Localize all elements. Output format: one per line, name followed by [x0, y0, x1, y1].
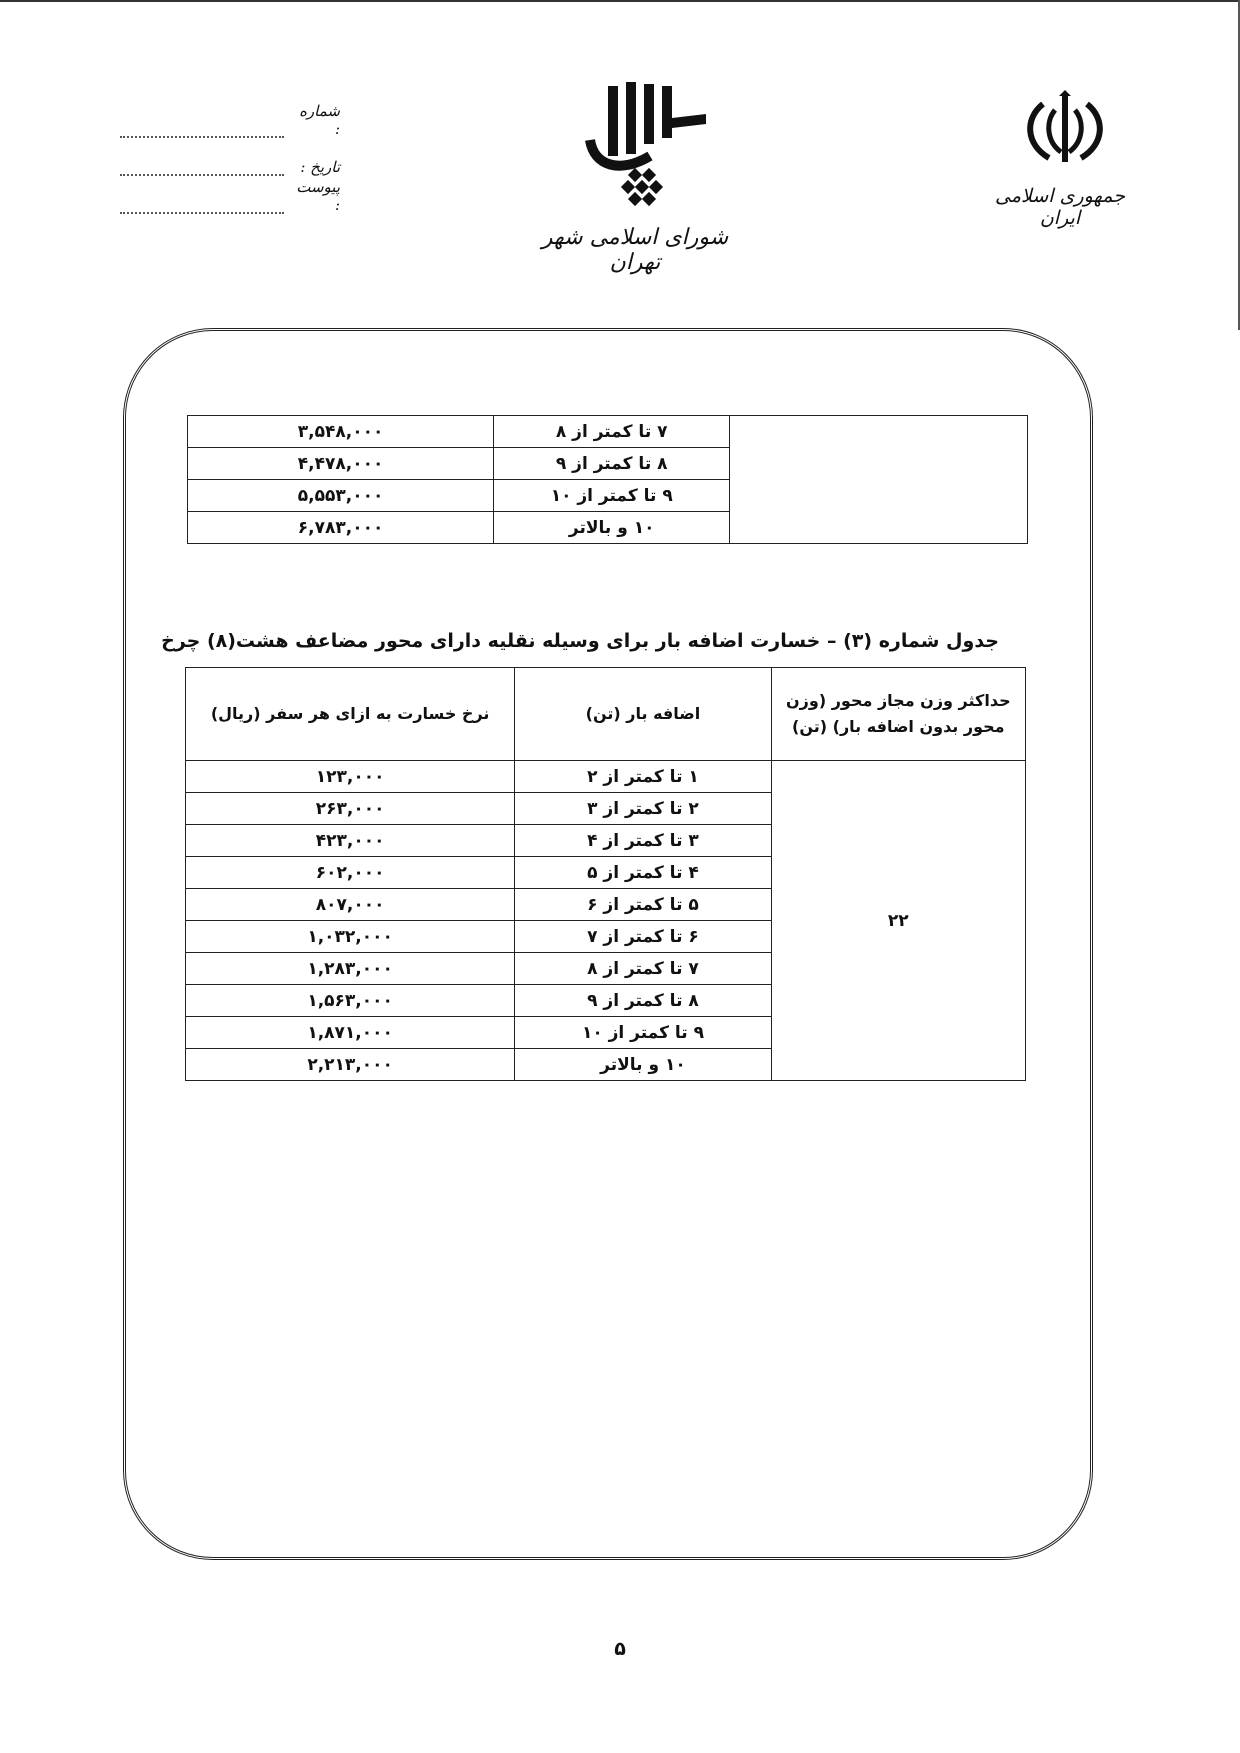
- meta-attachment-label: پیوست :: [296, 178, 340, 214]
- range-cell: ۷ تا کمتر از ۸: [515, 953, 771, 985]
- table-row: [186, 761, 1026, 793]
- table-row: [188, 416, 1028, 448]
- country-name: جمهوری اسلامی ایران: [995, 185, 1125, 229]
- range-cell: ۶ تا کمتر از ۷: [515, 921, 771, 953]
- empty-weight-cell: [730, 416, 1028, 544]
- rate-cell: ۶,۷۸۳,۰۰۰: [188, 512, 494, 544]
- meta-date-row: [120, 138, 340, 176]
- range-cell: ۱۰ و بالاتر: [494, 512, 730, 544]
- table3: [185, 667, 1026, 1081]
- rate-cell: ۴,۴۷۸,۰۰۰: [188, 448, 494, 480]
- range-cell: ۹ تا کمتر از ۱۰: [515, 1017, 771, 1049]
- rate-cell: ۴۲۳,۰۰۰: [186, 825, 515, 857]
- rate-cell: ۱,۰۳۲,۰۰۰: [186, 921, 515, 953]
- range-cell: ۴ تا کمتر از ۵: [515, 857, 771, 889]
- range-cell: ۸ تا کمتر از ۹: [494, 448, 730, 480]
- range-cell: ۳ تا کمتر از ۴: [515, 825, 771, 857]
- header-rate: نرخ خسارت به ازای هر سفر (ریال): [186, 668, 515, 761]
- header-overload: اضافه بار (تن): [515, 668, 771, 761]
- meta-number-line: [120, 122, 284, 138]
- table-header-row: [186, 668, 1026, 761]
- header-max-weight: حداکثر وزن مجاز محور (وزن محور بدون اضافه بار) (تن): [771, 668, 1025, 761]
- rate-cell: ۶۰۲,۰۰۰: [186, 857, 515, 889]
- meta-number-label: شماره :: [299, 102, 340, 138]
- rate-cell: ۱,۲۸۳,۰۰۰: [186, 953, 515, 985]
- rate-cell: ۲۶۳,۰۰۰: [186, 793, 515, 825]
- max-weight-value: ۲۲: [771, 761, 1025, 1081]
- meta-number-row: [120, 100, 340, 138]
- range-cell: ۲ تا کمتر از ۳: [515, 793, 771, 825]
- rate-cell: ۲,۲۱۳,۰۰۰: [186, 1049, 515, 1081]
- meta-attachment-row: [120, 176, 340, 214]
- rate-cell: ۳,۵۴۸,۰۰۰: [188, 416, 494, 448]
- range-cell: ۵ تا کمتر از ۶: [515, 889, 771, 921]
- rate-cell: ۵,۵۵۳,۰۰۰: [188, 480, 494, 512]
- top-edge-line: [0, 0, 1240, 2]
- range-cell: ۷ تا کمتر از ۸: [494, 416, 730, 448]
- meta-attachment-line: [120, 198, 284, 214]
- rate-cell: ۱,۵۶۳,۰۰۰: [186, 985, 515, 1017]
- table3-title: جدول شماره (۳) – خسارت اضافه بار برای وسیله نقلیه دارای محور مضاعف هشت(۸) چرخ: [161, 630, 999, 652]
- letter-meta: [120, 100, 340, 214]
- rate-cell: ۱۲۳,۰۰۰: [186, 761, 515, 793]
- rate-cell: ۸۰۷,۰۰۰: [186, 889, 515, 921]
- range-cell: ۱ تا کمتر از ۲: [515, 761, 771, 793]
- range-cell: ۹ تا کمتر از ۱۰: [494, 480, 730, 512]
- meta-date-line: [120, 160, 284, 176]
- continued-table: [187, 415, 1028, 544]
- meta-date-label: تاریخ :: [300, 158, 340, 176]
- range-cell: ۸ تا کمتر از ۹: [515, 985, 771, 1017]
- page-number: ۵: [614, 1638, 626, 1660]
- rate-cell: ۱,۸۷۱,۰۰۰: [186, 1017, 515, 1049]
- council-name: شورای اسلامی شهر تهران: [541, 225, 729, 275]
- range-cell: ۱۰ و بالاتر: [515, 1049, 771, 1081]
- council-logo-icon: [580, 78, 710, 228]
- iran-emblem-icon: [1015, 90, 1115, 170]
